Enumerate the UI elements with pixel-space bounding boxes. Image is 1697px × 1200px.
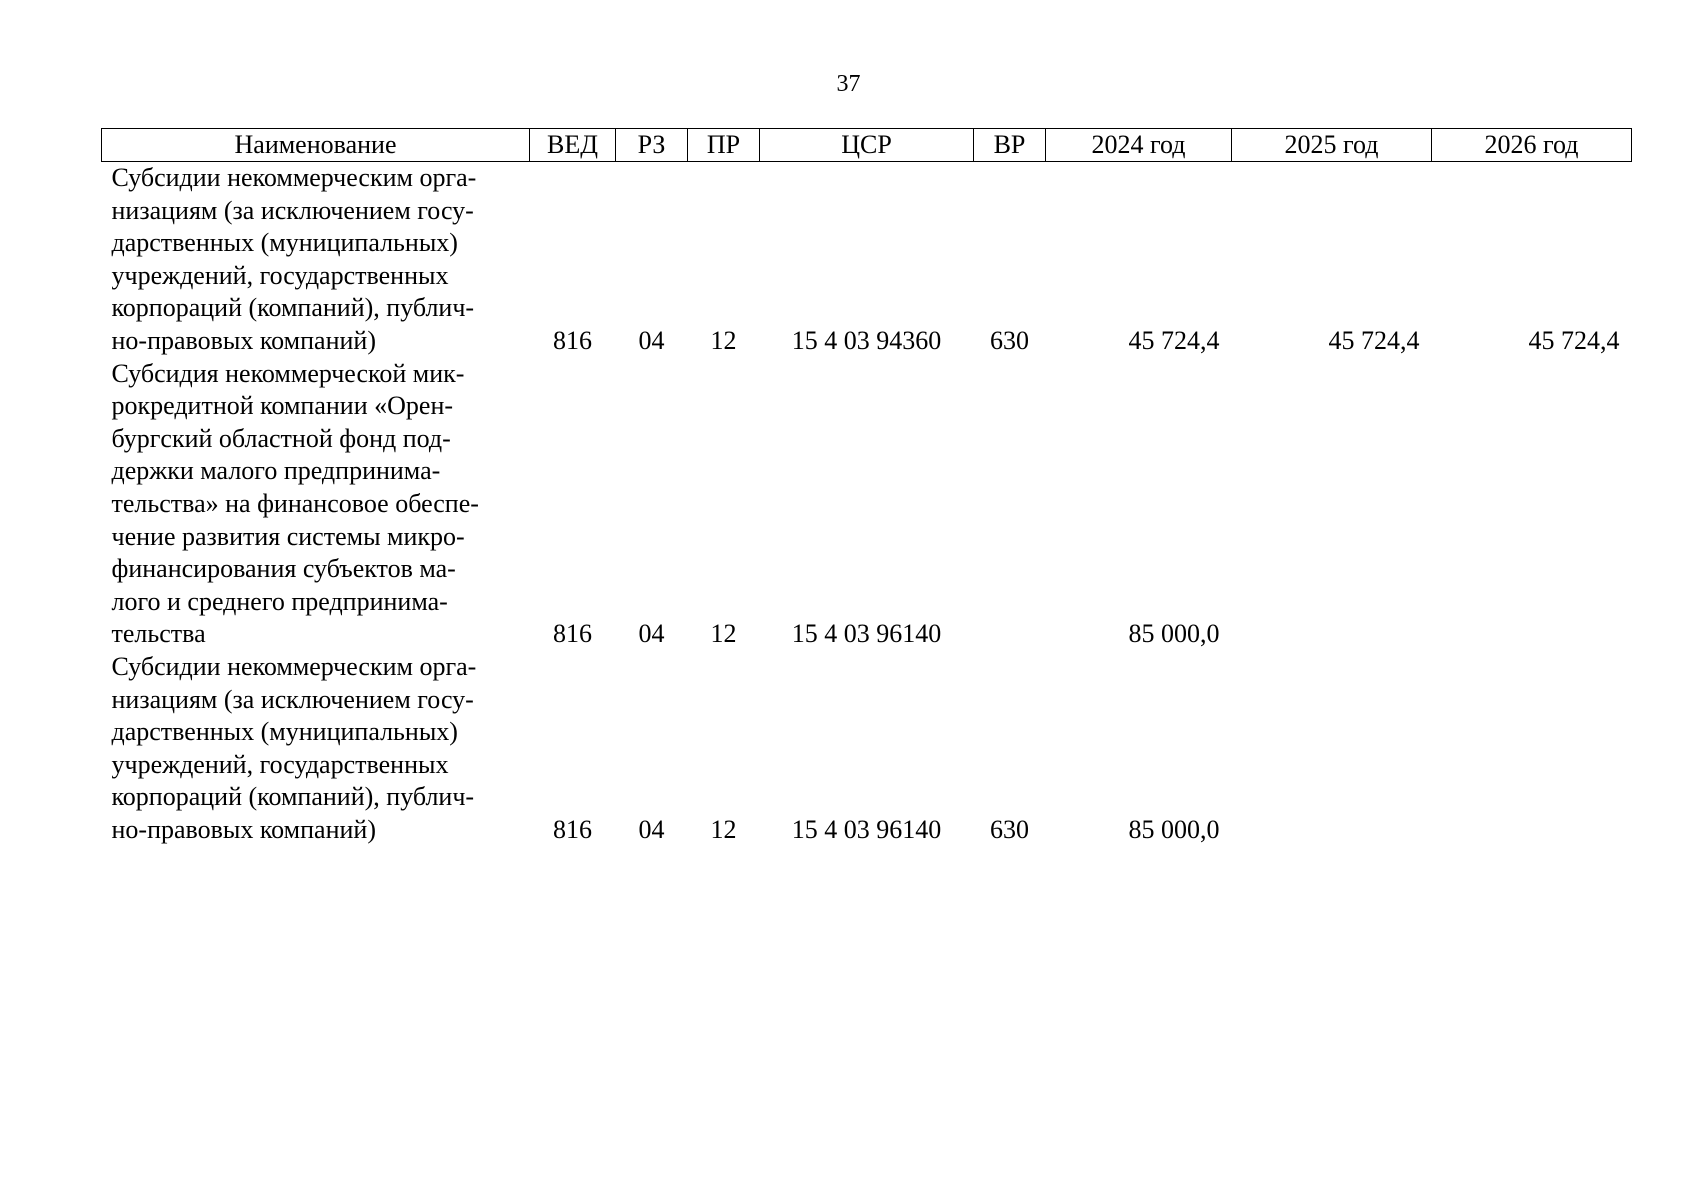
row-vr: 630: [990, 325, 1029, 355]
row-csr: 15 4 03 96140: [791, 619, 942, 649]
budget-table: [101, 128, 1632, 846]
row-vr: 630: [990, 814, 1029, 844]
header-2026: 2026 год: [1432, 129, 1632, 162]
row-pr: 12: [710, 619, 737, 649]
row-name-line: Субсидии некоммерческим орга-: [111, 651, 477, 681]
row-name-line: лого и среднего предпринима-: [111, 586, 448, 616]
row-2024: 85 000,0: [1128, 619, 1220, 649]
row-name-line: но-правовых компаний): [111, 814, 376, 844]
row-2024: 85 000,0: [1128, 814, 1220, 844]
header-csr: ЦСР: [760, 129, 974, 162]
row-2026: [1432, 358, 1632, 651]
row-name-line: низациям (за исключением госу-: [111, 195, 474, 225]
row-name-line: учреждений, государственных: [111, 260, 449, 290]
header-vr: ВР: [974, 129, 1046, 162]
row-vr: [974, 358, 1046, 651]
header-name: Наименование: [102, 129, 530, 162]
row-name-line: дарственных (муниципальных): [111, 228, 458, 258]
row-name-line: держки малого предпринима-: [111, 456, 441, 486]
row-name-line: финансирования субъектов ма-: [111, 554, 456, 584]
row-name-line: но-правовых компаний): [111, 325, 376, 355]
row-name-line: бургский областной фонд под-: [111, 423, 451, 453]
row-name: [102, 651, 530, 847]
row-name-line: тельства» на финансовое обеспе-: [111, 488, 479, 518]
row-name-line: корпораций (компаний), публич-: [111, 782, 475, 812]
page-number: 37: [836, 71, 861, 97]
row-csr: 15 4 03 94360: [791, 325, 942, 355]
row-name: [102, 162, 530, 358]
row-2026: [1432, 651, 1632, 847]
row-2025: [1232, 651, 1432, 847]
header-2025: 2025 год: [1232, 129, 1432, 162]
table-row: [102, 162, 1632, 358]
row-2025: 45 724,4: [1328, 325, 1420, 355]
row-rz: 04: [638, 325, 665, 355]
row-name-line: тельства: [111, 619, 206, 649]
header-ved: ВЕД: [530, 129, 616, 162]
row-ved: 816: [553, 619, 592, 649]
row-name-line: чение развития системы микро-: [111, 521, 465, 551]
row-rz: 04: [638, 619, 665, 649]
table-row: [102, 358, 1632, 651]
header-pr: ПР: [688, 129, 760, 162]
row-name-line: дарственных (муниципальных): [111, 717, 458, 747]
row-name: [102, 358, 530, 651]
row-pr: 12: [710, 814, 737, 844]
header-rz: РЗ: [616, 129, 688, 162]
row-2024: 45 724,4: [1128, 325, 1220, 355]
row-name-line: Субсидия некоммерческой мик-: [111, 358, 465, 388]
row-rz: 04: [638, 814, 665, 844]
row-pr: 12: [710, 325, 737, 355]
row-csr: 15 4 03 96140: [791, 814, 942, 844]
table-row: [102, 651, 1632, 847]
table-header-row: [102, 129, 1632, 162]
header-2024: 2024 год: [1046, 129, 1232, 162]
row-name-line: учреждений, государственных: [111, 749, 449, 779]
row-name-line: корпораций (компаний), публич-: [111, 293, 475, 323]
row-name-line: низациям (за исключением госу-: [111, 684, 474, 714]
row-ved: 816: [553, 814, 592, 844]
row-name-line: Субсидии некоммерческим орга-: [111, 163, 477, 192]
row-ved: 816: [553, 325, 592, 355]
row-2026: 45 724,4: [1528, 325, 1620, 355]
row-name-line: рокредитной компании «Орен-: [111, 391, 454, 421]
row-2025: [1232, 358, 1432, 651]
